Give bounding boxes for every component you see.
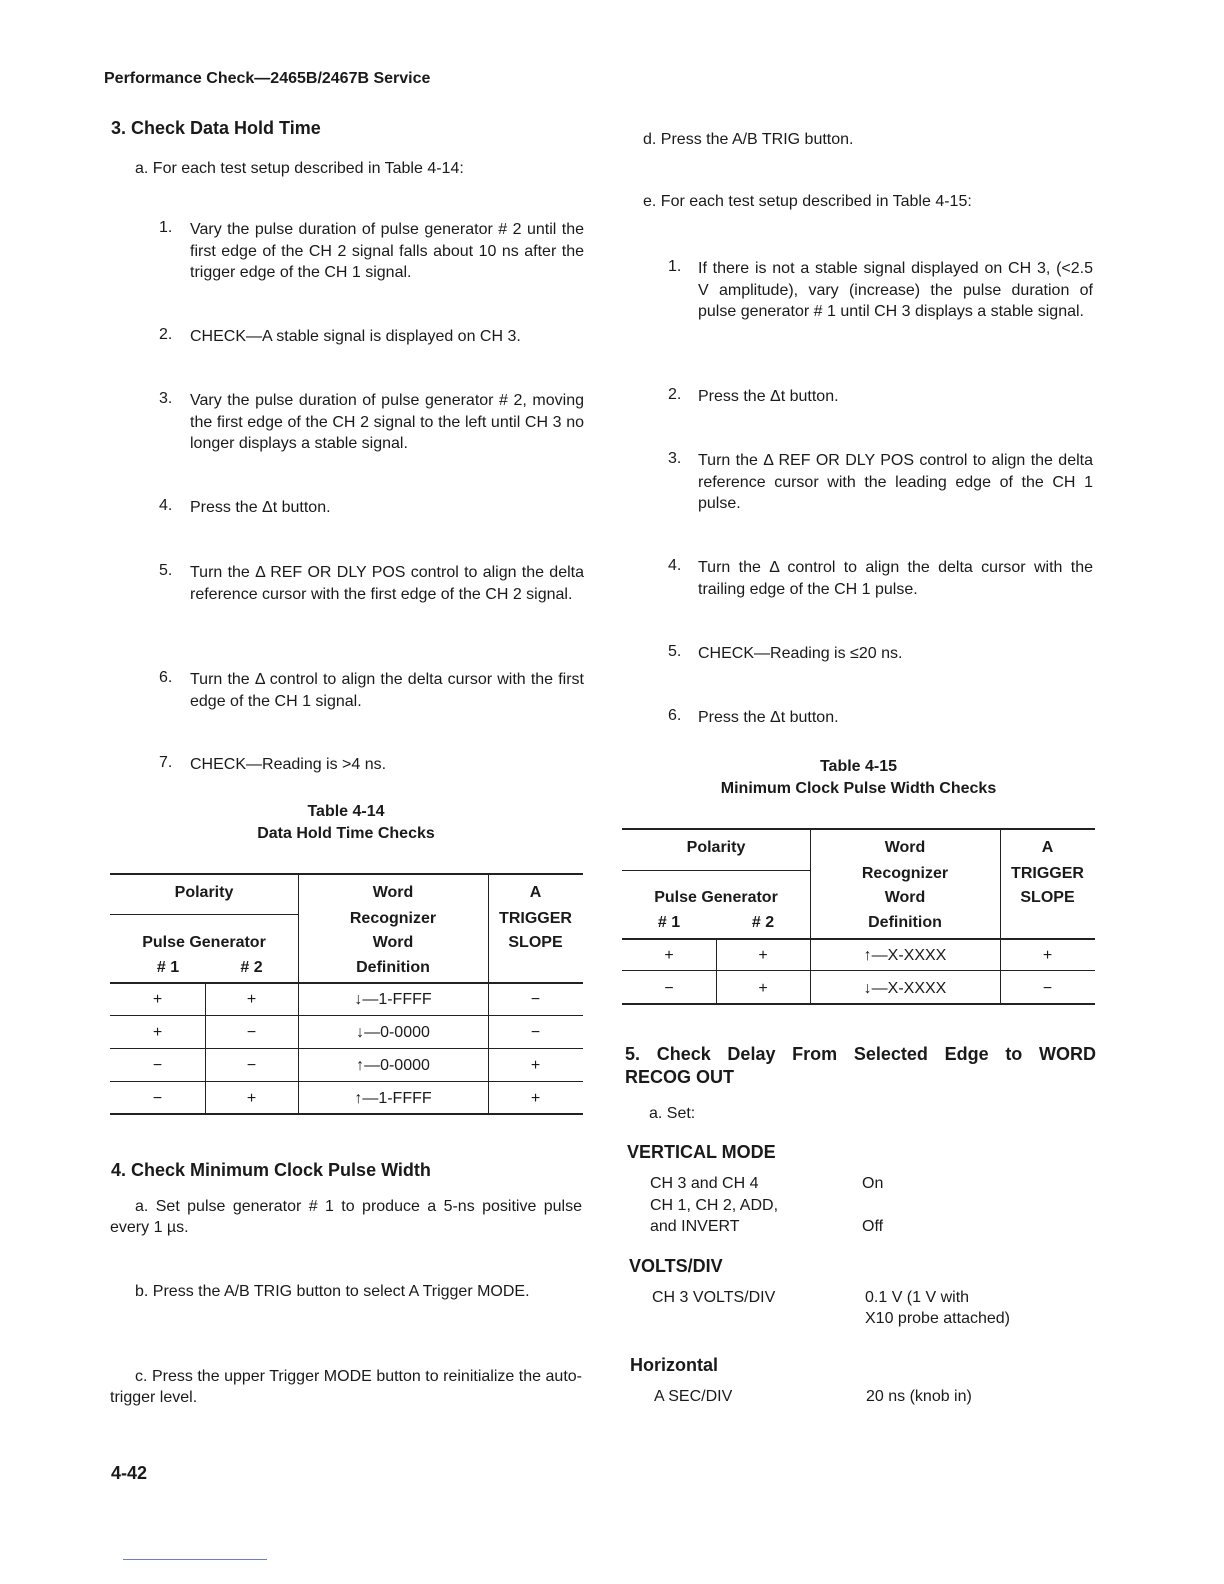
cell-word: ↑—1-FFFF <box>354 1090 432 1107</box>
step-text: CHECK—Reading is ≤20 ns. <box>698 645 903 662</box>
step-text: Turn the Δ control to align the delta cursor with the trailing edge of the CH 1 pulse. <box>698 559 1093 598</box>
cell-word: ↓—0-0000 <box>356 1024 430 1041</box>
cell-pg1: + <box>664 947 674 964</box>
table-4-14-caption-number: Table 4-14 <box>307 803 385 820</box>
step-text: Vary the pulse duration of pulse generator # 2, moving the first edge of the CH 2 signal to the left until CH 3 no longer displays a stable signal. <box>190 392 584 452</box>
header-recognizer: Recognizer <box>861 865 949 882</box>
cell-pg1: − <box>152 1057 163 1074</box>
cell-slope: − <box>530 1024 541 1041</box>
step-text: Press the Δt button. <box>698 388 839 405</box>
cell-pg2: + <box>758 980 768 997</box>
setting-label: CH 3 VOLTS/DIV <box>652 1289 776 1306</box>
cell-slope: − <box>530 991 541 1008</box>
cell-pg1: + <box>152 1024 163 1041</box>
section-5-step-a: a. Set: <box>649 1105 696 1122</box>
table-4-15-caption-title: Minimum Clock Pulse Width Checks <box>720 780 997 797</box>
step-number: 4. <box>668 557 682 574</box>
header-pulse-generator: Pulse Generator <box>654 889 778 906</box>
section-4-step-b: b. Press the A/B TRIG button to select A Trigger MODE. <box>135 1283 530 1300</box>
step-number: 6. <box>668 707 682 724</box>
setting-value: 0.1 V (1 V with <box>865 1289 970 1306</box>
section-3-title: 3. Check Data Hold Time <box>111 118 321 138</box>
setting-label: and INVERT <box>650 1218 740 1235</box>
cell-pg2: + <box>758 947 768 964</box>
section-5-title-line-1: 5. Check Delay From Selected Edge to WORD <box>625 1044 1096 1064</box>
step-text: Vary the pulse duration of pulse generator # 2 until the first edge of the CH 2 signal falls about 10 ns after the trigger edge of the CH 1 signal. <box>190 221 584 281</box>
setting-value: X10 probe attached) <box>865 1310 1010 1327</box>
header-recognizer: Recognizer <box>349 910 437 927</box>
header-polarity: Polarity <box>686 839 746 856</box>
header-a: A <box>1041 839 1054 856</box>
bottom-rule <box>123 1559 267 1560</box>
cell-word: ↓—1-FFFF <box>354 991 432 1008</box>
header-definition: Definition <box>356 959 430 976</box>
step-text: CHECK—A stable signal is displayed on CH 3. <box>190 328 521 345</box>
header-word-2: Word <box>884 889 926 906</box>
setting-label: CH 3 and CH 4 <box>650 1175 759 1192</box>
section-3-intro: a. For each test setup described in Table 4-14: <box>135 160 464 177</box>
step-number: 3. <box>668 450 682 467</box>
cell-pg2: − <box>246 1057 257 1074</box>
step-number: 3. <box>159 390 173 407</box>
setting-label: CH 1, CH 2, ADD, <box>650 1197 779 1214</box>
table-4-15-caption-number: Table 4-15 <box>819 758 898 775</box>
horizontal-heading: Horizontal <box>630 1355 718 1375</box>
cell-slope: + <box>1042 947 1053 964</box>
setting-label: A SEC/DIV <box>654 1388 733 1405</box>
cell-pg2: + <box>246 991 257 1008</box>
header-pg-1: # 1 <box>156 959 180 976</box>
header-a: A <box>529 884 542 901</box>
step-number: 6. <box>159 669 173 686</box>
section-4-title: 4. Check Minimum Clock Pulse Width <box>111 1160 431 1180</box>
header-word: Word <box>884 839 926 856</box>
header-pulse-generator: Pulse Generator <box>142 934 266 951</box>
step-text: If there is not a stable signal displayed on CH 3, (<2.5 V amplitude), vary (increase) the pulse duration of pulse generator # 1 until CH 3 displays a stable signal. <box>698 260 1093 320</box>
step-e: e. For each test setup described in Table 4-15: <box>643 193 972 210</box>
step-number: 7. <box>159 754 173 771</box>
cell-pg2: − <box>246 1024 257 1041</box>
cell-slope: + <box>530 1090 541 1107</box>
step-number: 5. <box>668 643 682 660</box>
cell-pg1: − <box>152 1090 163 1107</box>
vertical-mode-heading: VERTICAL MODE <box>627 1142 776 1162</box>
header-pg-2: # 2 <box>240 959 263 976</box>
header-trigger: TRIGGER <box>499 910 572 927</box>
header-word: Word <box>372 884 414 901</box>
header-slope: SLOPE <box>508 934 563 951</box>
page-number: 4-42 <box>111 1463 148 1483</box>
setting-value: 20 ns (knob in) <box>866 1388 972 1405</box>
step-text: Press the Δt button. <box>698 709 839 726</box>
section-4-step-a: a. Set pulse generator # 1 to produce a 5-ns positive pulse every 1 µs. <box>110 1198 582 1236</box>
cell-word: ↑—0-0000 <box>356 1057 430 1074</box>
cell-pg2: + <box>246 1090 257 1107</box>
cell-pg1: − <box>664 980 674 997</box>
table-4-14-caption-title: Data Hold Time Checks <box>257 825 435 842</box>
step-number: 2. <box>668 386 682 403</box>
step-number: 4. <box>159 497 173 514</box>
step-text: CHECK—Reading is >4 ns. <box>190 756 387 773</box>
header-pg-1: # 1 <box>657 914 681 931</box>
header-word-2: Word <box>372 934 414 951</box>
header-slope: SLOPE <box>1020 889 1075 906</box>
volts-div-heading: VOLTS/DIV <box>629 1256 723 1276</box>
section-5-title-line-2: RECOG OUT <box>625 1067 735 1087</box>
setting-value: Off <box>862 1218 884 1235</box>
header-trigger: TRIGGER <box>1011 865 1084 882</box>
step-number: 2. <box>159 326 173 343</box>
cell-word: ↓—X-XXXX <box>863 980 947 997</box>
step-number: 1. <box>668 258 682 275</box>
step-d: d. Press the A/B TRIG button. <box>643 131 854 148</box>
step-number: 5. <box>159 562 173 579</box>
cell-slope: + <box>530 1057 541 1074</box>
step-text: Turn the Δ REF OR DLY POS control to align the delta reference cursor with the leading edge of the CH 1 pulse. <box>698 452 1093 512</box>
section-4-step-c: c. Press the upper Trigger MODE button to reinitialize the auto-trigger level. <box>110 1368 582 1406</box>
step-text: Turn the Δ REF OR DLY POS control to align the delta reference cursor with the first edge of the CH 2 signal. <box>190 564 584 603</box>
cell-slope: − <box>1042 980 1053 997</box>
header-definition: Definition <box>868 914 942 931</box>
step-number: 1. <box>159 219 173 236</box>
header-pg-2: # 2 <box>751 914 775 931</box>
header-polarity: Polarity <box>174 884 234 901</box>
page-header: Performance Check—2465B/2467B Service <box>104 70 431 87</box>
cell-word: ↑—X-XXXX <box>863 947 947 964</box>
step-text: Turn the Δ control to align the delta cursor with the first edge of the CH 1 signal. <box>190 671 584 710</box>
step-text: Press the Δt button. <box>190 499 331 516</box>
setting-value: On <box>862 1175 884 1192</box>
cell-pg1: + <box>152 991 163 1008</box>
